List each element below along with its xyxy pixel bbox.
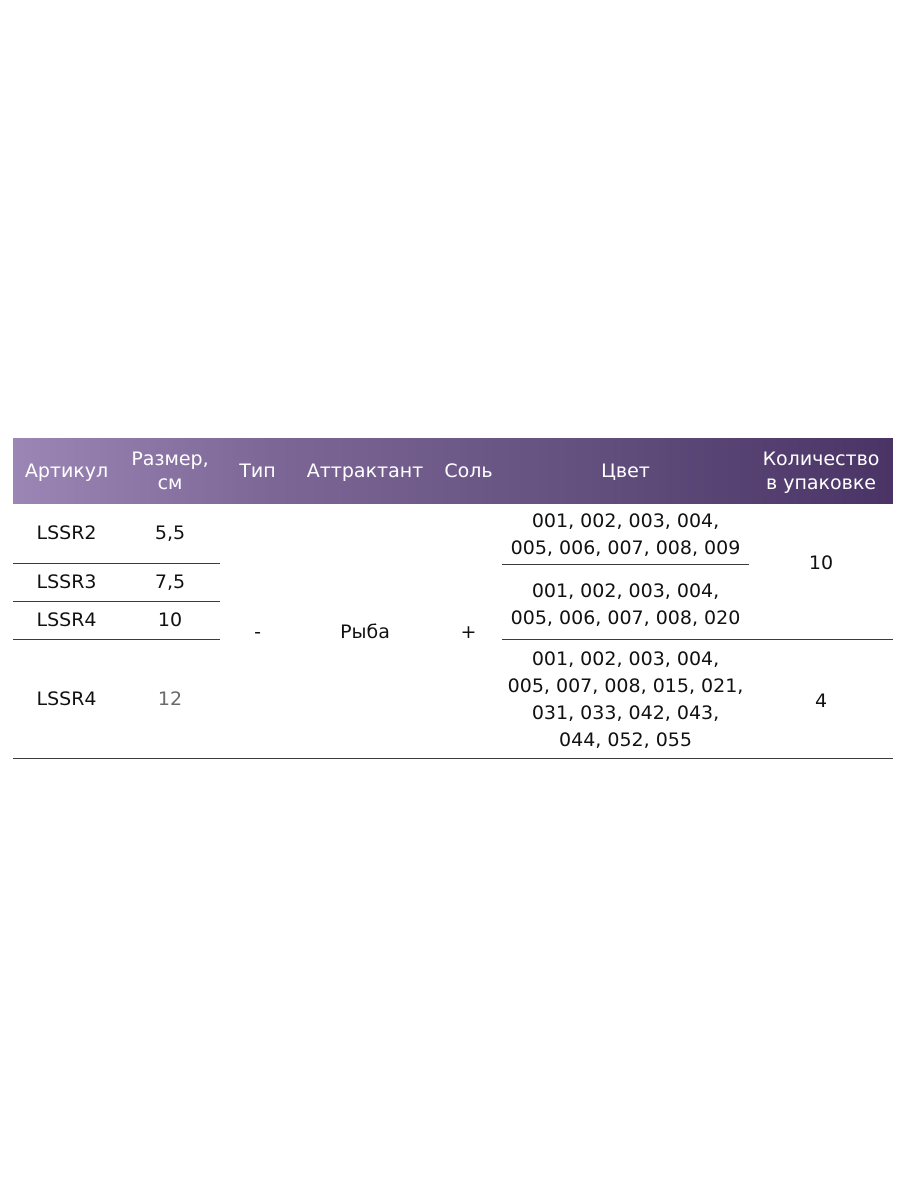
header-type <box>220 438 295 504</box>
product-spec-table <box>13 438 893 760</box>
header-salt-label: Соль <box>444 460 493 482</box>
table-bottom-rule <box>13 758 893 759</box>
table-row-article: LSSR2 <box>36 521 97 544</box>
row-divider <box>13 639 220 640</box>
color-group-2 <box>502 578 749 632</box>
header-size <box>120 438 220 504</box>
type-value: - <box>254 620 261 643</box>
color-line: 005, 006, 007, 008, 009 <box>510 537 741 559</box>
header-size-line2: см <box>157 472 183 494</box>
color-divider <box>502 564 749 565</box>
color-line: 001, 002, 003, 004, <box>531 510 720 532</box>
color-line: 001, 002, 003, 004, <box>531 580 720 602</box>
table-row-article: LSSR4 <box>36 687 97 710</box>
header-type-label: Тип <box>239 460 276 482</box>
header-size-line1: Размер, <box>131 448 209 470</box>
table-row-size: 5,5 <box>154 521 186 544</box>
qty-value: 4 <box>814 689 828 712</box>
table-row-article: LSSR4 <box>36 608 97 631</box>
header-salt <box>435 438 502 504</box>
row-divider <box>13 601 220 602</box>
header-article <box>13 438 120 504</box>
header-article-label: Артикул <box>24 460 109 482</box>
table-row-article: LSSR3 <box>36 570 97 593</box>
header-qty-line2: в упаковке <box>765 472 876 494</box>
header-qty-line1: Количество <box>762 448 880 470</box>
color-line: 005, 007, 008, 015, 021, <box>507 675 744 697</box>
header-attractant <box>295 438 435 504</box>
table-row-size: 12 <box>157 687 183 710</box>
salt-value: + <box>460 620 477 643</box>
qty-value: 10 <box>808 551 834 574</box>
header-color <box>502 438 749 504</box>
table-row-size: 10 <box>157 608 183 631</box>
row-divider <box>13 563 220 564</box>
color-line: 044, 052, 055 <box>559 729 692 751</box>
color-group-3 <box>502 644 749 756</box>
attractant-value: Рыба <box>340 620 390 643</box>
header-color-label: Цвет <box>601 460 650 482</box>
header-qty <box>749 438 893 504</box>
table-header <box>13 438 893 504</box>
color-qty-divider <box>502 639 893 640</box>
color-line: 031, 033, 042, 043, <box>531 702 720 724</box>
table-row-size: 7,5 <box>154 570 186 593</box>
header-attractant-label: Аттрактант <box>306 460 424 482</box>
color-line: 001, 002, 003, 004, <box>531 648 720 670</box>
color-line: 005, 006, 007, 008, 020 <box>510 607 741 629</box>
color-group-1 <box>502 508 749 562</box>
